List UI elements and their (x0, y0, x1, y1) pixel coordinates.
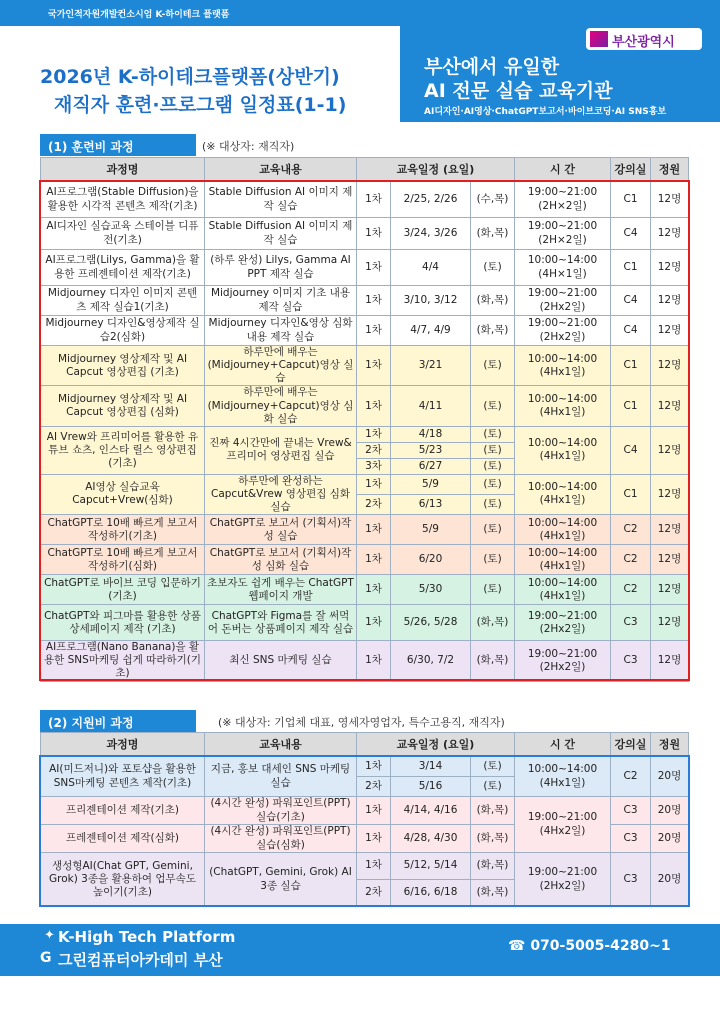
session-no: 2차 (357, 494, 391, 514)
program-name: 국가인적자원개발컨소시엄 K-하이테크 플랫폼 (48, 10, 230, 20)
course-time: 10:00~14:00 (4Hx1일) (515, 474, 611, 514)
course-content: Stable Diffusion AI 이미지 제작 실습 (205, 182, 357, 218)
course-capacity: 12명 (651, 386, 689, 426)
course-room: C1 (611, 182, 651, 218)
session-dates: 4/4 (391, 250, 471, 286)
course-capacity: 12명 (651, 641, 689, 681)
session-days: (화,목) (471, 853, 515, 880)
session-no: 2차 (357, 880, 391, 907)
course-room: C3 (611, 825, 651, 853)
session-dates: 5/12, 5/14 (391, 853, 471, 880)
session-no: 1차 (357, 346, 391, 386)
course-content: (4시간 완성) 파워포인트(PPT) 실습(심화) (205, 825, 357, 853)
course-capacity: 12명 (651, 218, 689, 250)
course-time: 10:00~14:00 (4Hx1일) (515, 757, 611, 797)
footer-academy: 그린컴퓨터아카데미 부산 (58, 951, 223, 969)
course-room: C3 (611, 641, 651, 681)
course-name: 생성형AI(Chat GPT, Gemini, Grok) 3종을 활용하여 업무속도 높이기(기초) (41, 853, 205, 907)
session-days: (토) (471, 426, 515, 442)
session-days: (화,목) (471, 825, 515, 853)
course-capacity: 12명 (651, 605, 689, 641)
session-dates: 4/18 (391, 426, 471, 442)
session-no: 1차 (357, 797, 391, 825)
course-time: 19:00~21:00 (4Hx2일) (515, 797, 611, 853)
course-time: 19:00~21:00 (2H×2일) (515, 182, 611, 218)
section-1-note: (※ 대상자: 재직자) (202, 140, 295, 153)
page-subtitle: 재직자 훈련·프로그램 일정표(1-1) (54, 94, 347, 116)
course-room: C1 (611, 386, 651, 426)
course-name: Midjourney 영상제작 및 AI Capcut 영상편집 (기초) (41, 346, 205, 386)
header (0, 0, 720, 128)
session-no: 1차 (357, 286, 391, 316)
table-row (41, 386, 689, 426)
col-schedule: 교육일정 (요일) (357, 158, 515, 182)
course-content: 지금, 홍보 대세인 SNS 마케팅 실습 (205, 757, 357, 797)
session-dates: 4/11 (391, 386, 471, 426)
session-dates: 5/26, 5/28 (391, 605, 471, 641)
col-content: 교육내용 (205, 733, 357, 757)
course-capacity: 12명 (651, 316, 689, 346)
session-no: 1차 (357, 426, 391, 442)
course-name: Midjourney 영상제작 및 AI Capcut 영상편집 (심화) (41, 386, 205, 426)
course-capacity: 12명 (651, 250, 689, 286)
course-room: C2 (611, 515, 651, 545)
table-row (41, 545, 689, 575)
course-room: C4 (611, 426, 651, 474)
course-content: (하루 완성) Lilys, Gamma AI PPT 제작 실습 (205, 250, 357, 286)
course-time: 10:00~14:00 (4Hx1일) (515, 545, 611, 575)
session-days: (화,목) (471, 316, 515, 346)
course-name: 프레젠테이션 제작(심화) (41, 825, 205, 853)
header-band (0, 0, 720, 26)
course-room: C4 (611, 218, 651, 250)
course-content: Stable Diffusion AI 이미지 제작 실습 (205, 218, 357, 250)
course-time: 19:00~21:00 (2Hx2일) (515, 316, 611, 346)
table-row (41, 250, 689, 286)
course-content: 하루만에 배우는 (Midjourney+Capcut)영상 심화 실습 (205, 386, 357, 426)
session-dates: 6/16, 6/18 (391, 880, 471, 907)
course-name: ChatGPT와 피그마를 활용한 상품 상세페이지 제작 (기초) (41, 605, 205, 641)
course-time: 19:00~21:00 (2Hx2일) (515, 605, 611, 641)
session-days: (토) (471, 575, 515, 605)
table-row (41, 515, 689, 545)
course-time: 19:00~21:00 (2Hx2일) (515, 286, 611, 316)
session-days: (토) (471, 442, 515, 458)
session-days: (토) (471, 458, 515, 474)
col-time: 시 간 (515, 158, 611, 182)
course-room: C4 (611, 286, 651, 316)
session-dates: 6/30, 7/2 (391, 641, 471, 681)
course-content: (ChatGPT, Gemini, Grok) AI 3종 실습 (205, 853, 357, 907)
session-days: (토) (471, 346, 515, 386)
table-row (41, 426, 689, 442)
table-row (41, 797, 689, 825)
session-days: (토) (471, 545, 515, 575)
session-no: 1차 (357, 575, 391, 605)
table-header (41, 733, 689, 757)
table-row (41, 182, 689, 218)
session-no: 1차 (357, 218, 391, 250)
session-no: 1차 (357, 250, 391, 286)
course-name: 프리젠테이션 제작(기초) (41, 797, 205, 825)
session-no: 1차 (357, 545, 391, 575)
course-content: Midjourney 디자인&영상 심화 내용 제작 실습 (205, 316, 357, 346)
course-name: AI디자인 실습교육 스테이블 디퓨전(기초) (41, 218, 205, 250)
table-row (41, 286, 689, 316)
session-days: (화,목) (471, 641, 515, 681)
table-row (41, 853, 689, 880)
session-no: 1차 (357, 474, 391, 494)
session-days: (수,목) (471, 182, 515, 218)
session-dates: 6/27 (391, 458, 471, 474)
section-1-label: (1) 훈련비 과정 (40, 134, 196, 156)
session-days: (토) (471, 515, 515, 545)
session-dates: 3/24, 3/26 (391, 218, 471, 250)
table-row (41, 218, 689, 250)
course-capacity: 12명 (651, 515, 689, 545)
session-no: 1차 (357, 386, 391, 426)
course-content: (4시간 완성) 파워포인트(PPT) 실습(기초) (205, 797, 357, 825)
table-row (41, 641, 689, 681)
course-room: C3 (611, 605, 651, 641)
session-dates: 5/16 (391, 777, 471, 797)
course-name: AI프로그램(Lilys, Gamma)을 활용한 프레젠테이션 제작(기초) (41, 250, 205, 286)
course-room: C1 (611, 346, 651, 386)
col-time: 시 간 (515, 733, 611, 757)
col-capacity: 정원 (651, 158, 689, 182)
session-no: 1차 (357, 316, 391, 346)
course-capacity: 20명 (651, 825, 689, 853)
table-row (41, 316, 689, 346)
course-room: C2 (611, 757, 651, 797)
session-days: (토) (471, 494, 515, 514)
col-course: 과정명 (41, 158, 205, 182)
course-time: 10:00~14:00 (4Hx1일) (515, 386, 611, 426)
footer-phone: ☎ 070-5005-4280~1 (508, 938, 671, 954)
table-row (41, 605, 689, 641)
session-dates: 6/20 (391, 545, 471, 575)
course-time: 10:00~14:00 (4Hx1일) (515, 515, 611, 545)
training-table (40, 157, 689, 682)
course-name: AI프로그램(Stable Diffusion)을 활용한 시각적 콘텐츠 제작(기초) (41, 182, 205, 218)
session-dates: 3/21 (391, 346, 471, 386)
session-dates: 5/9 (391, 474, 471, 494)
session-no: 3차 (357, 458, 391, 474)
col-schedule: 교육일정 (요일) (357, 733, 515, 757)
course-room: C3 (611, 797, 651, 825)
course-time: 19:00~21:00 (2Hx2일) (515, 853, 611, 907)
platform-star-icon: ✦ (44, 928, 55, 943)
course-capacity: 12명 (651, 474, 689, 514)
col-room: 강의실 (611, 733, 651, 757)
course-content: 최신 SNS 마케팅 실습 (205, 641, 357, 681)
course-room: C2 (611, 575, 651, 605)
session-days: (토) (471, 757, 515, 777)
session-dates: 5/23 (391, 442, 471, 458)
col-content: 교육내용 (205, 158, 357, 182)
page-title: 2026년 K-하이테크플랫폼(상반기) (40, 66, 340, 88)
course-content: Midjourney 이미지 기초 내용 제작 실습 (205, 286, 357, 316)
table-row (41, 474, 689, 494)
table-row (41, 346, 689, 386)
course-capacity: 12명 (651, 346, 689, 386)
session-dates: 5/30 (391, 575, 471, 605)
course-capacity: 20명 (651, 853, 689, 907)
footer-brand: K-High Tech Platform (58, 928, 236, 946)
course-content: 초보자도 쉽게 배우는 ChatGPT 웹페이지 개발 (205, 575, 357, 605)
course-time: 10:00~14:00 (4Hx1일) (515, 426, 611, 474)
course-time: 10:00~14:00 (4Hx1일) (515, 346, 611, 386)
course-room: C1 (611, 474, 651, 514)
session-days: (토) (471, 777, 515, 797)
course-name: Midjourney 디자인 이미지 콘텐츠 제작 실습1(기초) (41, 286, 205, 316)
session-days: (토) (471, 386, 515, 426)
table-header (41, 158, 689, 182)
course-name: ChatGPT로 10배 빠르게 보고서 작성하기(기초) (41, 515, 205, 545)
support-table (40, 732, 689, 907)
course-capacity: 12명 (651, 426, 689, 474)
academy-g-icon: G (40, 950, 52, 966)
session-no: 1차 (357, 853, 391, 880)
course-capacity: 12명 (651, 575, 689, 605)
course-name: AI(미드저니)와 포토샵을 활용한 SNS마케팅 콘텐츠 제작(기초) (41, 757, 205, 797)
busan-mark-icon (590, 31, 608, 47)
course-capacity: 20명 (651, 797, 689, 825)
course-room: C1 (611, 250, 651, 286)
section-2-note: (※ 대상자: 기업체 대표, 영세자영업자, 특수고용직, 재직자) (218, 716, 505, 729)
session-no: 1차 (357, 825, 391, 853)
session-dates: 4/7, 4/9 (391, 316, 471, 346)
course-capacity: 20명 (651, 757, 689, 797)
course-content: 진짜 4시간만에 끝내는 Vrew&프리미어 영상편집 실습 (205, 426, 357, 474)
session-dates: 4/14, 4/16 (391, 797, 471, 825)
session-days: (화,목) (471, 218, 515, 250)
col-course: 과정명 (41, 733, 205, 757)
course-content: 하루만에 배우는 (Midjourney+Capcut)영상 실습 (205, 346, 357, 386)
session-days: (화,목) (471, 286, 515, 316)
course-name: AI영상 실습교육 Capcut+Vrew(심화) (41, 474, 205, 514)
course-content: 하루만에 완성하는 Capcut&Vrew 영상편집 심화 실습 (205, 474, 357, 514)
session-no: 2차 (357, 777, 391, 797)
course-room: C2 (611, 545, 651, 575)
session-dates: 2/25, 2/26 (391, 182, 471, 218)
course-name: Midjourney 디자인&영상제작 실습2(심화) (41, 316, 205, 346)
table-row (41, 757, 689, 777)
course-capacity: 12명 (651, 545, 689, 575)
promo-line-1: 부산에서 유일한 (424, 56, 560, 78)
session-no: 1차 (357, 757, 391, 777)
session-dates: 4/28, 4/30 (391, 825, 471, 853)
session-no: 1차 (357, 182, 391, 218)
session-days: (화,목) (471, 797, 515, 825)
busan-logo-text: 부산광역시 (612, 35, 675, 50)
session-dates: 3/14 (391, 757, 471, 777)
course-time: 10:00~14:00 (4Hx1일) (515, 575, 611, 605)
course-time: 19:00~21:00 (2Hx2일) (515, 641, 611, 681)
session-no: 1차 (357, 641, 391, 681)
course-time: 10:00~14:00 (4H×1일) (515, 250, 611, 286)
session-days: (토) (471, 474, 515, 494)
course-time: 19:00~21:00 (2H×2일) (515, 218, 611, 250)
course-room: C3 (611, 853, 651, 907)
footer (0, 924, 720, 976)
course-content: ChatGPT로 보고서 (기획서)작성 실습 (205, 515, 357, 545)
col-capacity: 정원 (651, 733, 689, 757)
course-capacity: 12명 (651, 286, 689, 316)
course-name: AI프로그램(Nano Banana)을 활용한 SNS마케팅 쉽게 따라하기(기초) (41, 641, 205, 681)
busan-logo (586, 28, 702, 50)
course-content: ChatGPT와 Figma를 잘 써먹어 돈버는 상품페이지 제작 실습 (205, 605, 357, 641)
session-dates: 3/10, 3/12 (391, 286, 471, 316)
course-content: ChatGPT로 보고서 (기획서)작성 심화 실습 (205, 545, 357, 575)
course-capacity: 12명 (651, 182, 689, 218)
col-room: 강의실 (611, 158, 651, 182)
session-days: (화,목) (471, 880, 515, 907)
course-room: C4 (611, 316, 651, 346)
table-row (41, 575, 689, 605)
session-dates: 5/9 (391, 515, 471, 545)
session-days: (화,목) (471, 605, 515, 641)
section-2-label: (2) 지원비 과정 (40, 710, 196, 732)
session-dates: 6/13 (391, 494, 471, 514)
course-name: ChatGPT로 바이브 코딩 입문하기(기초) (41, 575, 205, 605)
session-no: 1차 (357, 605, 391, 641)
promo-sub: AI디자인·AI영상·ChatGPT보고서·바이브코딩·AI SNS홍보 (424, 107, 667, 117)
session-no: 1차 (357, 515, 391, 545)
session-no: 2차 (357, 442, 391, 458)
course-name: AI Vrew와 프리미어를 활용한 유튜브 쇼츠, 인스타 릴스 영상편집(기초) (41, 426, 205, 474)
session-days: (토) (471, 250, 515, 286)
promo-line-2: AI 전문 실습 교육기관 (424, 80, 613, 102)
course-name: ChatGPT로 10배 빠르게 보고서 작성하기(심화) (41, 545, 205, 575)
